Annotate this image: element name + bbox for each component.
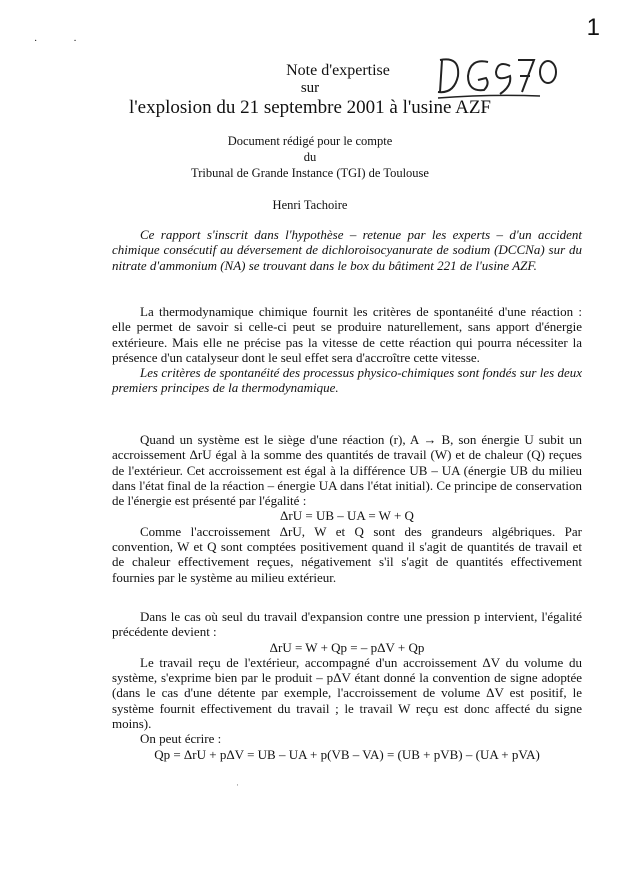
meta-line-3: Tribunal de Grande Instance (TGI) de Toulouse xyxy=(191,166,429,180)
paragraph-5: Le travail reçu de l'extérieur, accompagné d'un accroissement ΔV du volume du système, s'exprime bien par le produit – pΔV étant donné la convention de signe adoptée (dans le cas d'une détente par exemple, l'accroissement de volume ΔV est positif, le système fournit effectivement du travail ; le travail W reçu est donc affecté du signe moins). xyxy=(112,654,582,732)
equation-1: ΔrU = UB – UA = W + Q xyxy=(280,508,414,524)
paragraph-1: La thermodynamique chimique fournit les critères de spontanéité d'une réaction : elle permet de savoir si celle-ci peut se produire naturellement, sans apport d'énergie extérieure. Mais elle ne précise pas la vitesse de cette réaction qui pourra nécessiter la présence d'un catalyseur dont le seul effet sera d'accroître cette vitesse. xyxy=(112,304,582,365)
scan-speck: · xyxy=(236,780,239,790)
author: Henri Tachoire xyxy=(272,198,348,212)
paragraph-2: Quand un système est le siège d'une réaction (r), A → B, son énergie U subit un accroissement ΔrU égal à la somme des quantités de travail (W) et de chaleur (Q) reçues de l'extérieur. Cet accroissement est égal à la différence UB – UA (énergie UB du milieu dans l'état final de la réaction – énergie UA dans l'état initial). Ce principe de conservation de l'énergie est présenté par l'égalité : xyxy=(112,432,582,509)
paragraph-1-italic: Les critères de spontanéité des processus physico-chimiques sont fondés sur les deux premiers principes de la thermodynamique. xyxy=(112,365,582,396)
section-energy xyxy=(112,432,582,585)
abstract xyxy=(112,227,582,273)
title-line-3: l'explosion du 21 septembre 2001 à l'usine AZF xyxy=(128,97,491,118)
equation-2: ΔrU = W + Qp = – pΔV + Qp xyxy=(269,639,425,655)
section-expansion xyxy=(112,609,582,762)
title-line-1: Note d'expertise xyxy=(286,62,390,79)
title-line-2: sur xyxy=(300,80,320,96)
abstract-text: Ce rapport s'inscrit dans l'hypothèse – retenue par les experts – d'un accident chimique consécutif au déversement de dichloroisocyanurate de sodium (DCCNa) sur du nitrate d'ammonium (NA) se trouvant dans le box du bâtiment 221 de l'usine AZF. xyxy=(112,227,582,273)
page-number: 1 xyxy=(586,14,600,41)
paragraph-4: Dans le cas où seul du travail d'expansion contre une pression p intervient, l'égalité précédente devient : xyxy=(112,609,582,640)
meta-line-2: du xyxy=(303,150,317,164)
paragraph-3: Comme l'accroissement ΔrU, W et Q sont des grandeurs algébriques. Par convention, W et Q sont comptées positivement quand il s'agit de quantités de travail et de chaleur effectivement reçues, négativement s'il s'agit de quantités effectivement fournies par le système au milieu extérieur. xyxy=(112,523,582,585)
meta-line-1: Document rédigé pour le compte xyxy=(227,134,393,148)
paragraph-6: On peut écrire : xyxy=(140,731,222,747)
equation-3: Qp = ΔrU + pΔV = UB – UA + p(VB – VA) = (UB + pVB) – (UA + pVA) xyxy=(154,746,540,762)
section-thermodynamics xyxy=(112,304,582,396)
scan-marks: ·· xyxy=(34,36,113,47)
